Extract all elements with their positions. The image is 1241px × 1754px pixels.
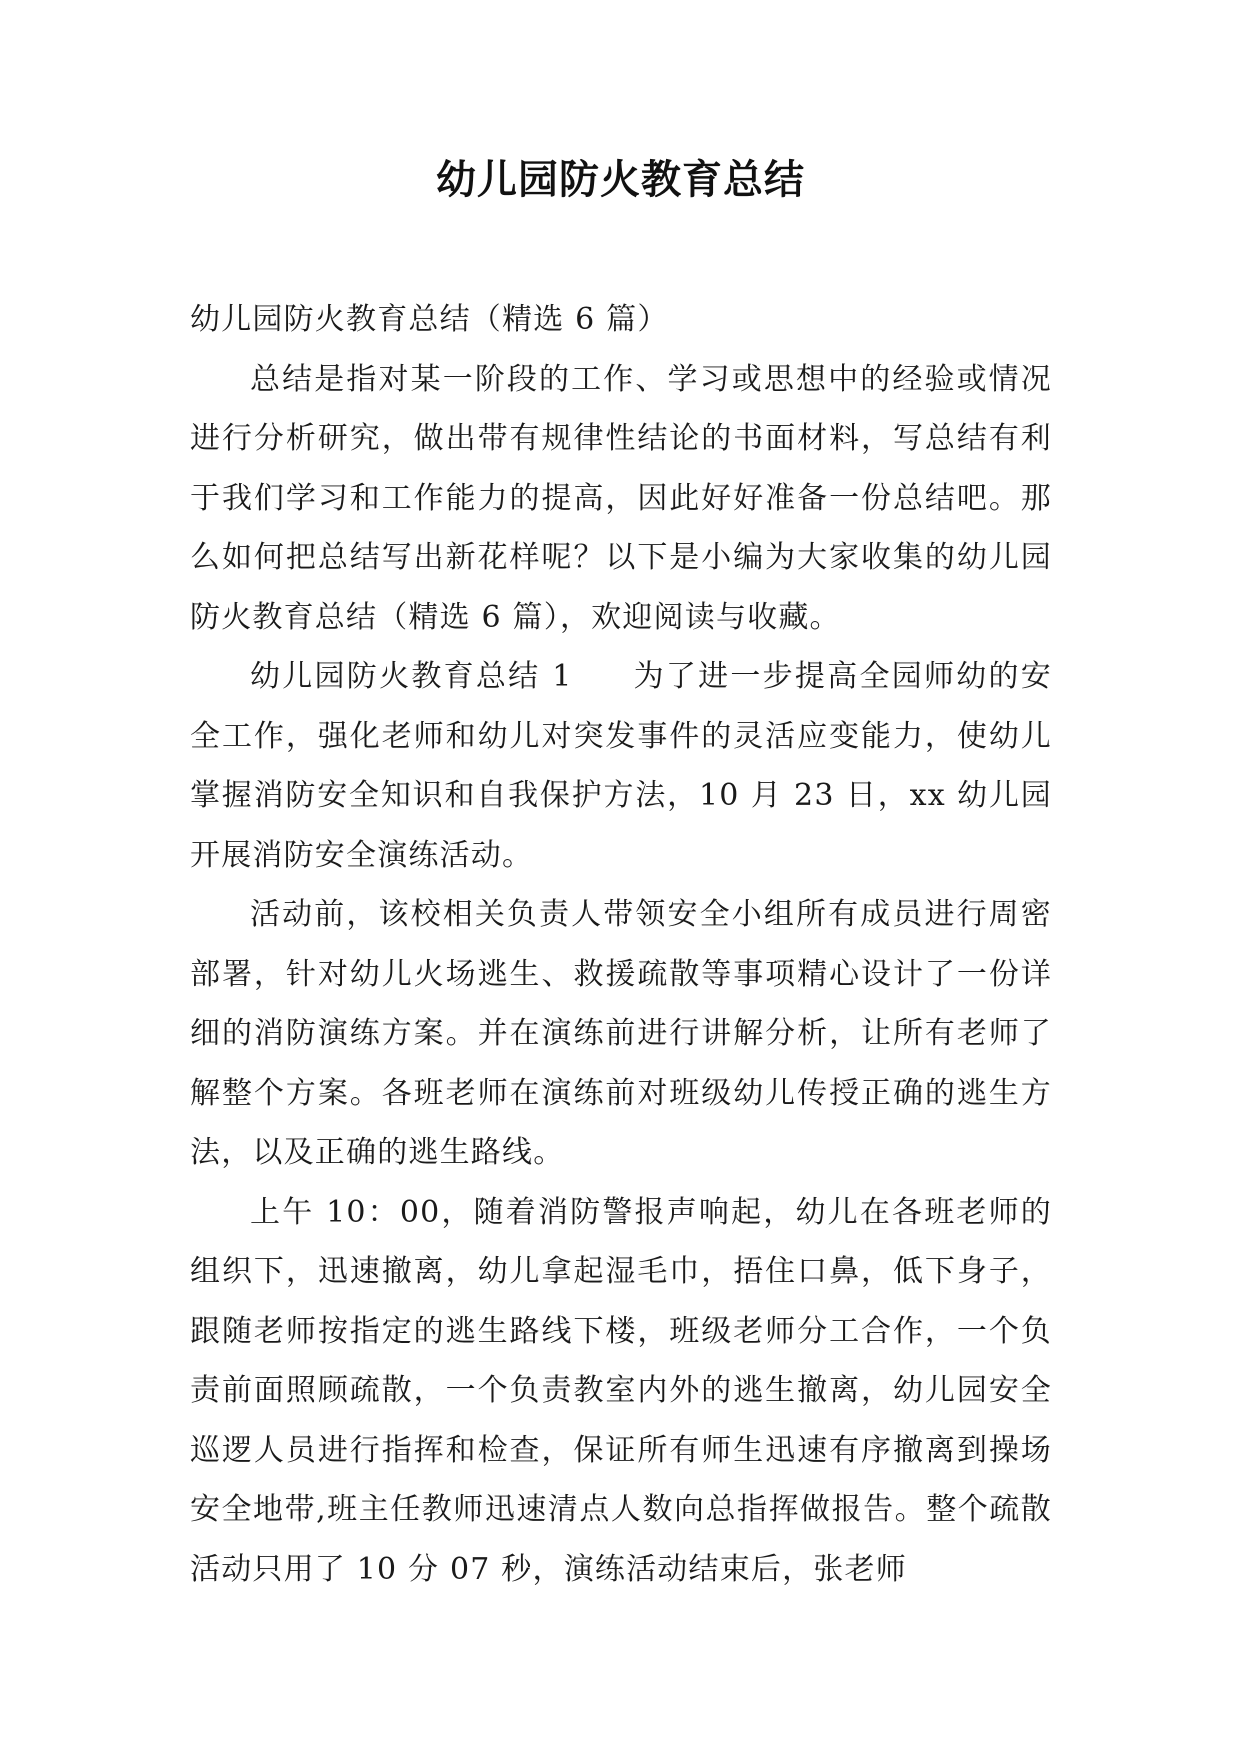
intro-paragraph: 总结是指对某一阶段的工作、学习或思想中的经验或情况进行分析研究，做出带有规律性结论的书面材料，写总结有利于我们学习和工作能力的提高，因此好好准备一份总结吧。那么如何把总结写出新花样呢？以下是小编为大家收集的幼儿园防火教育总结（精选 6 篇），欢迎阅读与收藏。 <box>190 361 1052 635</box>
section-1-paragraph-2: 活动前，该校相关负责人带领安全小组所有成员进行周密部署，针对幼儿火场逃生、救援疏散等事项精心设计了一份详细的消防演练方案。并在演练前进行讲解分析，让所有老师了解整个方案。各班老师在演练前对班级幼儿传授正确的逃生方法，以及正确的逃生路线。 <box>190 897 1052 1170</box>
document-body <box>190 290 1052 1599</box>
document-subtitle: 幼儿园防火教育总结（精选 6 篇） <box>190 302 669 337</box>
document-title: 幼儿园防火教育总结 <box>436 157 805 203</box>
section-1-paragraph-3: 上午 10：00，随着消防警报声响起，幼儿在各班老师的组织下，迅速撤离，幼儿拿起湿毛巾，捂住口鼻，低下身子，跟随老师按指定的逃生路线下楼，班级老师分工合作，一个负责前面照顾疏散，一个负责教室内外的逃生撤离，幼儿园安全巡逻人员进行指挥和检查，保证所有师生迅速有序撤离到操场安全地带,班主任教师迅速清点人数向总指挥做报告。整个疏散活动只用了 10 分 07 秒，演练活动结束后，张老师 <box>190 1194 1052 1587</box>
section-1-paragraph-1: 为了进一步提高全园师幼的安全工作，强化老师和幼儿对突发事件的灵活应变能力，使幼儿掌握消防安全知识和自我保护方法，10 月 23 日，xx 幼儿园开展消防安全演练活动。 <box>190 659 1052 873</box>
section-1-opening <box>190 647 1052 885</box>
section-1-heading: 幼儿园防火教育总结 1 <box>250 659 573 694</box>
